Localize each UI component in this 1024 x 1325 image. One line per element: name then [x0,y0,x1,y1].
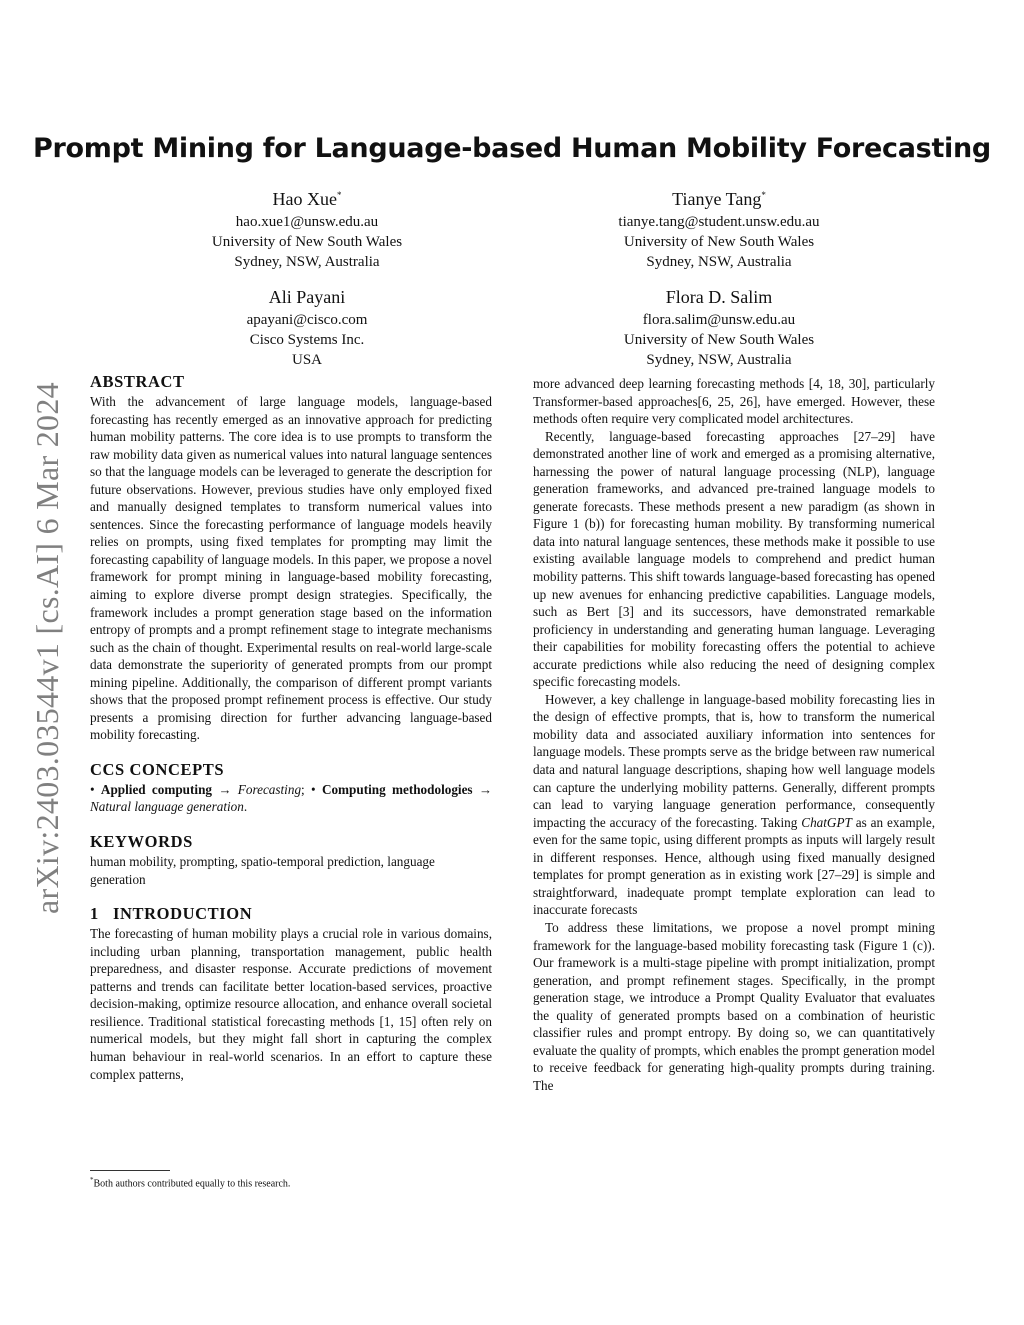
author-location: USA [291,352,322,368]
author-name: Tianye Tang* [672,189,766,209]
author-affiliation: University of New South Wales [623,234,815,250]
ccs-text: • Applied computing → Forecasting; • Computing methodologies → Natural language generation. [90,781,493,815]
author-location: Sydney, NSW, Australia [646,254,792,270]
introduction-heading: 1 INTRODUCTION [90,904,253,924]
author-block [559,183,879,272]
author-email: hao.xue1@unsw.edu.au [235,214,379,230]
author-location: Sydney, NSW, Australia [646,352,792,368]
author-block [147,183,467,272]
author-block [559,281,879,370]
footnote-divider [90,1170,170,1171]
author-location: Sydney, NSW, Australia [234,254,380,270]
keywords-heading: KEYWORDS [90,832,193,852]
arxiv-identifier: arXiv:2403.03544v1 [cs.AI] 6 Mar 2024 [29,382,65,914]
author-affiliation: University of New South Wales [623,332,815,348]
keywords-text: human mobility, prompting, spatio-temporal prediction, language generation [90,854,435,887]
author-affiliation: Cisco Systems Inc. [249,332,365,348]
author-email: tianye.tang@student.unsw.edu.au [618,214,820,230]
author-name: Flora D. Salim [665,287,773,307]
equal-contribution-mark: * [336,190,342,200]
intro-paragraph: To address these limitations, we propose a novel prompt mining framework for the language-based mobility forecasting task (Figure 1 (c)). Our framework is a multi-stage pipeline with prompt initialization, prompt generation, and prompt refinement stages. Specifically, in the prompt generation stage, we introduce a Prompt Quality Evaluator that evaluates the quality of generated prompts based on a combination of heuristic classifier rules and prompt entropy. By doing so, we can quantitatively evaluate the quality of prompts, which enables the prompt generation model to receive feedback for generating high-quality prompts during training. The [533,919,935,1093]
intro-paragraph: The forecasting of human mobility plays a crucial role in various domains, including urban planning, transportation management, public health preparedness, and disaster response. Accurate predictions of movement patterns and trends can facilitate better location-based services, proactive decision-making, optimize resource allocation, and enhance overall societal resilience. Traditional statistical forecasting methods [1, 15] often rely on numerical models, but they might fall short in capturing the complex human behaviour in real-world scenarios. In an effort to capture these complex patterns, [90,926,492,1082]
author-block [147,281,467,370]
left-column [90,371,492,1083]
author-email: apayani@cisco.com [246,312,368,328]
footnote: *Both authors contributed equally to this research. [90,1176,291,1190]
abstract-heading: ABSTRACT [90,372,185,391]
paper-title: Prompt Mining for Language-based Human Mobility Forecasting [33,133,991,164]
intro-paragraph: more advanced deep learning forecasting methods [4, 18, 30], particularly Transformer-based approaches[6, 25, 26], have emerged. However, these methods often require very complicated model architectures. [533,376,935,427]
ccs-heading: CCS CONCEPTS [90,759,225,779]
author-affiliation: University of New South Wales [211,234,403,250]
intro-paragraph: However, a key challenge in language-based mobility forecasting lies in the design of effective prompts, that is, how to transform the numerical mobility data and associated auxiliary information into sentences for language models. These prompts serve as the bridge between raw numerical data and natural language descriptions, shaping how well language models can capture the underlying mobility patterns. Generally, different prompts can lead to varying language generation performance, consequently impacting the accuracy of the forecasting. Taking ChatGPT as an example, even for the same topic, using different prompts as inputs will largely result in different responses. Hence, although using fixed manually designed templates for prompt generation as in existing work [27–29] is simple and straightforward, inadequate prompt template exploration can lead to inaccurate forecasts [533,691,935,918]
author-email: flora.salim@unsw.edu.au [642,312,796,328]
abstract-text: With the advancement of large language models, language-based forecasting has recently emerged as an innovative approach for predicting human mobility patterns. The core idea is to use prompts to transform the raw mobility data given as numerical values into natural language sentences so that the language models can be leveraged to generate the description for future observations. However, previous studies have only employed fixed and manually designed templates to transform numerical values into sentences. Since the forecasting performance of language models heavily relies on prompts, using fixed templates for prompting may limit the forecasting capability of language models. In this paper, we propose a novel framework for prompt mining in language-based mobility forecasting, aiming to explore diverse prompt design strategies. Specifically, the framework includes a prompt generation stage based on the information entropy of prompts and a prompt refinement stage to integrate mechanisms such as the chain of thought. Experimental results on real-world large-scale data demonstrate the superiority of generated prompts from our prompt mining pipeline. Additionally, the comparison of different prompt variants shows that the proposed prompt refinement process is effective. Our study presents a promising direction for further advancing language-based mobility forecasting. [90,394,492,743]
right-column [533,375,935,1094]
author-name: Hao Xue* [272,189,342,209]
intro-paragraph: Recently, language-based forecasting approaches [27–29] have demonstrated another line of work and emerged as a promising alternative, harnessing the power of natural language processing (NLP), language generation frameworks, and advanced pre-trained language models to generate forecasts. These methods present a new paradigm (as shown in Figure 1 (b)) for forecasting human mobility. By transforming numerical data into natural language sentences, these methods make it possible to use existing available language models to comprehend and predict human mobility patterns. This shift towards language-based forecasting has opened up new avenues for enhancing predictive capabilities. Language models, such as Bert [3] and its successors, have demonstrated remarkable proficiency in understanding and generating human language. Leveraging their capabilities for mobility forecasting offers the potential to achieve accurate predictions while also reducing the need of designing complex specific forecasting models. [533,428,935,690]
author-name: Ali Payani [268,287,346,307]
equal-contribution-mark: * [761,190,766,200]
